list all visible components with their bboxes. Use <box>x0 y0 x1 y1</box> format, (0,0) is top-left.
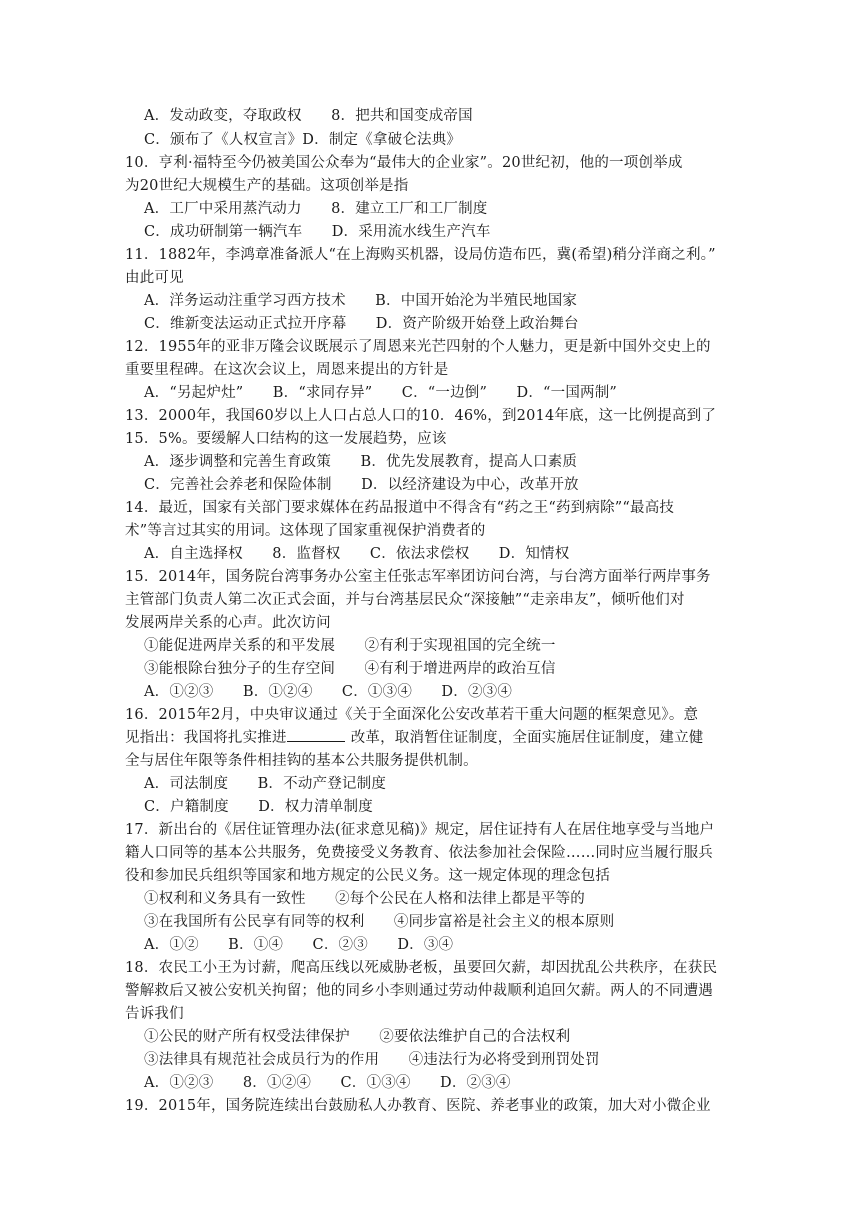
q16-stem-line2-start: 见指出：我国将扎实推进 <box>125 730 287 746</box>
q18-statements-12: ①公民的财产所有权受法律保护 ②要依法维护自己的合法权利 <box>144 1029 571 1045</box>
q10-options-cd: C．成功研制第一辆汽车 D．采用流水线生产汽车 <box>144 224 491 240</box>
q12-stem-line1: 12．1955年的亚非万隆会议既展示了周恩来光芒四射的个人魅力，更是新中国外交史上的 <box>125 339 711 355</box>
q17-statements-34: ③在我国所有公民享有同等的权利 ④同步富裕是社会主义的根本原则 <box>144 914 615 930</box>
q15-stem-line3: 发展两岸关系的心声。此次访问 <box>125 615 331 631</box>
q14-stem-line1: 14．最近，国家有关部门要求媒体在药品报道中不得含有“药之王“药到病除”“最高技 <box>125 500 675 516</box>
q15-stem-line1: 15．2014年，国务院台湾事务办公室主任张志军率团访问台湾，与台湾方面举行两岸事务 <box>125 569 711 585</box>
q10-options-ab: A．工厂中采用蒸汽动力 8．建立工厂和工厂制度 <box>144 201 488 217</box>
q14-stem-line2: 术”等言过其实的用词。这体现了国家重视保护消费者的 <box>125 523 486 539</box>
q17-stem-line1: 17．新出台的《居住证管理办法(征求意见稿)》规定，居住证持有人在居住地享受与当地户 <box>125 822 715 838</box>
q13-options-ab: A．逐步调整和完善生育政策 B．优先发展教育，提高人口素质 <box>144 454 578 470</box>
q15-options: A．①②③ B．①②④ C．①③④ D．②③④ <box>144 684 513 700</box>
q18-stem-line1: 18．农民工小王为讨薪，爬高压线以死威胁老板，虽要回欠薪，却因扰乱公共秩序，在获民 <box>125 960 718 976</box>
q11-options-cd: C．维新变法运动正式拉开序幕 D．资产阶级开始登上政治舞台 <box>144 316 579 332</box>
q18-stem-line3: 告诉我们 <box>125 1006 184 1022</box>
q14-options: A．自主选择权 8．监督权 C．依法求偿权 D．知情权 <box>144 546 570 562</box>
q17-statements-12: ①权利和义务具有一致性 ②每个公民在人格和法律上都是平等的 <box>144 891 585 907</box>
q18-stem-line2: 警解救后又被公安机关拘留；他的同乡小李则通过劳动仲裁顺利追回欠薪。两人的不同遭遇 <box>125 983 713 999</box>
q16-options-ab: A．司法制度 B．不动产登记制度 <box>144 776 387 792</box>
q16-options-cd: C．户籍制度 D．权力清单制度 <box>144 799 373 815</box>
q16-stem-line3: 全与居住年限等条件相挂钩的基本公共服务提供机制。 <box>125 753 478 769</box>
q10-stem-line2: 为20世纪大规模生产的基础。这项创举是指 <box>125 178 409 194</box>
q16-stem-line2 <box>125 727 704 749</box>
q16-stem-line1: 16．2015年2月，中央审议通过《关于全面深化公安改革若干重大问题的框架意见》。意 <box>125 707 699 723</box>
q16-stem-line2-end: 改革，取消暂住证制度，全面实施居住证制度，建立健 <box>350 730 704 746</box>
q10-stem-line1: 10．亨利·福特至今仍被美国公众奉为“最伟大的企业家”。20世纪初，他的一项创举成 <box>125 155 683 171</box>
q11-stem-line2: 由此可见 <box>125 270 184 286</box>
q13-stem-line2: 15．5%。要缓解人口结构的这一发展趋势，应该 <box>125 431 447 447</box>
q18-options: A．①②③ 8．①②④ C．①③④ D．②③④ <box>144 1075 511 1091</box>
q17-options: A．①② B．①④ C．②③ D．③④ <box>144 937 454 953</box>
q11-stem-line1: 11．1882年，李鸿章准备派人“在上海购买机器，设局仿造布匹，冀(希望)稍分洋商之利。” <box>125 247 716 263</box>
answer-blank <box>287 727 345 742</box>
q13-stem-line1: 13．2000年，我国60岁以上人口占总人口的10．46%，到2014年底，这一比例提高到了 <box>125 408 717 424</box>
q9-options-cd: C．颁布了《人权宣言》D．制定《拿破仑法典》 <box>144 132 462 148</box>
q15-statements-34: ③能根除台独分子的生存空间 ④有利于增进两岸的政治互信 <box>144 661 556 677</box>
q17-stem-line2: 籍人口同等的基本公共服务，免费接受义务教育、依法参加社会保险……同时应当履行服兵 <box>125 845 713 861</box>
q12-stem-line2: 重要里程碑。在这次会议上，周恩来提出的方针是 <box>125 362 449 378</box>
q12-options: A．“另起炉灶” B．“求同存异” C．“一边倒” D．“一国两制” <box>144 385 618 401</box>
q19-stem-line1: 19．2015年，国务院连续出台鼓励私人办教育、医院、养老事业的政策，加大对小微企业 <box>125 1098 711 1114</box>
q11-options-ab: A．洋务运动注重学习西方技术 B．中国开始沦为半殖民地国家 <box>144 293 578 309</box>
q18-statements-34: ③法律具有规范社会成员行为的作用 ④违法行为必将受到刑罚处罚 <box>144 1052 600 1068</box>
q15-stem-line2: 主管部门负责人第二次正式会面，并与台湾基层民众“深接触”“走亲串友”，倾听他们对 <box>125 592 685 608</box>
q15-statements-12: ①能促进两岸关系的和平发展 ②有利于实现祖国的完全统一 <box>144 638 556 654</box>
q13-options-cd: C．完善社会养老和保险体制 D．以经济建设为中心，改革开放 <box>144 477 579 493</box>
q9-options-ab: A．发动政变，夺取政权 8．把共和国变成帝国 <box>144 108 473 124</box>
q17-stem-line3: 役和参加民兵组织等国家和地方规定的公民义务。这一规定体现的理念包括 <box>125 868 611 884</box>
